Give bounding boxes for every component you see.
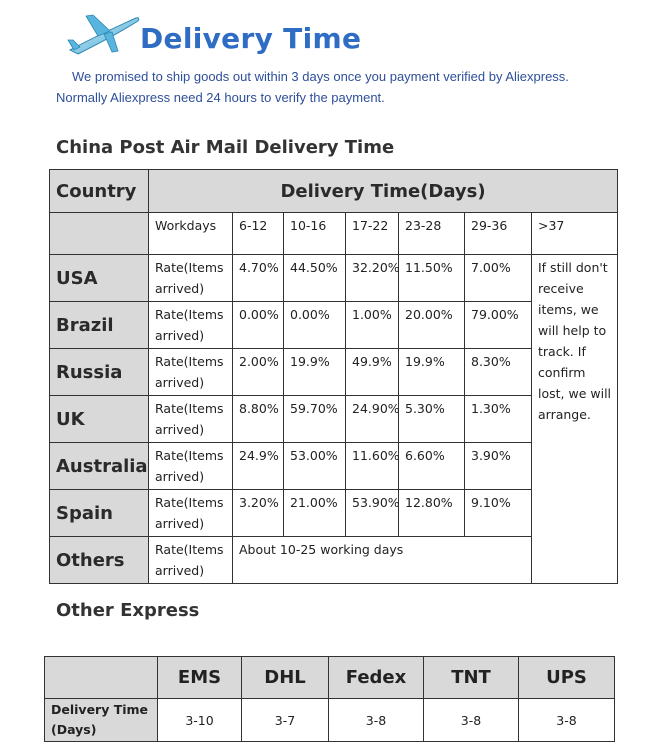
- intro-line-2: Normally Aliexpress need 24 hours to verify the payment.: [56, 90, 385, 105]
- rate-value: 21.00%: [284, 490, 346, 537]
- range-cell: 17-22: [346, 213, 399, 255]
- delivery-time-header: Delivery Time(Days): [149, 170, 618, 213]
- rate-label: Rate(Items arrived): [149, 302, 233, 349]
- rate-value: 5.30%: [399, 396, 465, 443]
- carrier-name: UPS: [519, 657, 615, 699]
- rate-label: Rate(Items arrived): [149, 255, 233, 302]
- rate-value: 49.9%: [346, 349, 399, 396]
- delivery-time-value: 3-10: [158, 699, 242, 742]
- rate-value: 24.9%: [233, 443, 284, 490]
- rate-value: 12.80%: [399, 490, 465, 537]
- delivery-time-value: 3-7: [242, 699, 329, 742]
- workdays-label: Workdays: [149, 213, 233, 255]
- rate-label: Rate(Items arrived): [149, 443, 233, 490]
- rate-value: 4.70%: [233, 255, 284, 302]
- rate-value: 44.50%: [284, 255, 346, 302]
- airplane-icon: [66, 10, 142, 58]
- rate-value: 8.80%: [233, 396, 284, 443]
- delivery-time-label: Delivery Time (Days): [45, 699, 158, 742]
- range-cell: 10-16: [284, 213, 346, 255]
- rate-value: 53.00%: [284, 443, 346, 490]
- rate-label: Rate(Items arrived): [149, 490, 233, 537]
- range-cell: >37: [532, 213, 618, 255]
- other-express-heading: Other Express: [56, 600, 200, 621]
- carrier-name: Fedex: [329, 657, 424, 699]
- country-name: Russia: [50, 349, 149, 396]
- carrier-name: TNT: [424, 657, 519, 699]
- other-express-table: [44, 656, 615, 742]
- rate-value: 0.00%: [233, 302, 284, 349]
- rate-value: 19.9%: [399, 349, 465, 396]
- rate-value: 3.90%: [465, 443, 532, 490]
- country-name: Others: [50, 537, 149, 584]
- country-header: Country: [50, 170, 149, 213]
- rate-value: 20.00%: [399, 302, 465, 349]
- rate-value: 53.90%: [346, 490, 399, 537]
- rate-value: 79.00%: [465, 302, 532, 349]
- rate-value: 8.30%: [465, 349, 532, 396]
- tracking-note: If still don't receive items, we will help to track. If confirm lost, we will arrange.: [532, 255, 618, 584]
- rate-value: 3.20%: [233, 490, 284, 537]
- rate-value: 2.00%: [233, 349, 284, 396]
- intro-paragraph: [56, 66, 626, 108]
- delivery-time-value: 3-8: [424, 699, 519, 742]
- empty-cell: [50, 213, 149, 255]
- rate-value: 0.00%: [284, 302, 346, 349]
- country-name: Australia: [50, 443, 149, 490]
- range-cell: 29-36: [465, 213, 532, 255]
- rate-label: Rate(Items arrived): [149, 396, 233, 443]
- country-name: Brazil: [50, 302, 149, 349]
- china-post-table: [49, 169, 618, 584]
- country-name: UK: [50, 396, 149, 443]
- delivery-time-value: 3-8: [519, 699, 615, 742]
- rate-value: 9.10%: [465, 490, 532, 537]
- china-post-heading: China Post Air Mail Delivery Time: [56, 137, 395, 158]
- rate-value: 59.70%: [284, 396, 346, 443]
- others-text: About 10-25 working days: [233, 537, 532, 584]
- carrier-name: EMS: [158, 657, 242, 699]
- rate-value: 11.50%: [399, 255, 465, 302]
- range-cell: 23-28: [399, 213, 465, 255]
- empty-cell: [45, 657, 158, 699]
- country-name: USA: [50, 255, 149, 302]
- rate-value: 1.30%: [465, 396, 532, 443]
- carrier-name: DHL: [242, 657, 329, 699]
- rate-value: 32.20%: [346, 255, 399, 302]
- rate-value: 19.9%: [284, 349, 346, 396]
- table-row: [50, 255, 618, 302]
- rate-value: 7.00%: [465, 255, 532, 302]
- rate-value: 6.60%: [399, 443, 465, 490]
- page-title: Delivery Time: [140, 22, 362, 55]
- rate-label: Rate(Items arrived): [149, 349, 233, 396]
- delivery-time-value: 3-8: [329, 699, 424, 742]
- rate-label: Rate(Items arrived): [149, 537, 233, 584]
- rate-value: 1.00%: [346, 302, 399, 349]
- page-header: [66, 8, 366, 58]
- range-cell: 6-12: [233, 213, 284, 255]
- intro-line-1: We promised to ship goods out within 3 days once you payment verified by Aliexpress.: [72, 69, 569, 84]
- rate-value: 24.90%: [346, 396, 399, 443]
- rate-value: 11.60%: [346, 443, 399, 490]
- country-name: Spain: [50, 490, 149, 537]
